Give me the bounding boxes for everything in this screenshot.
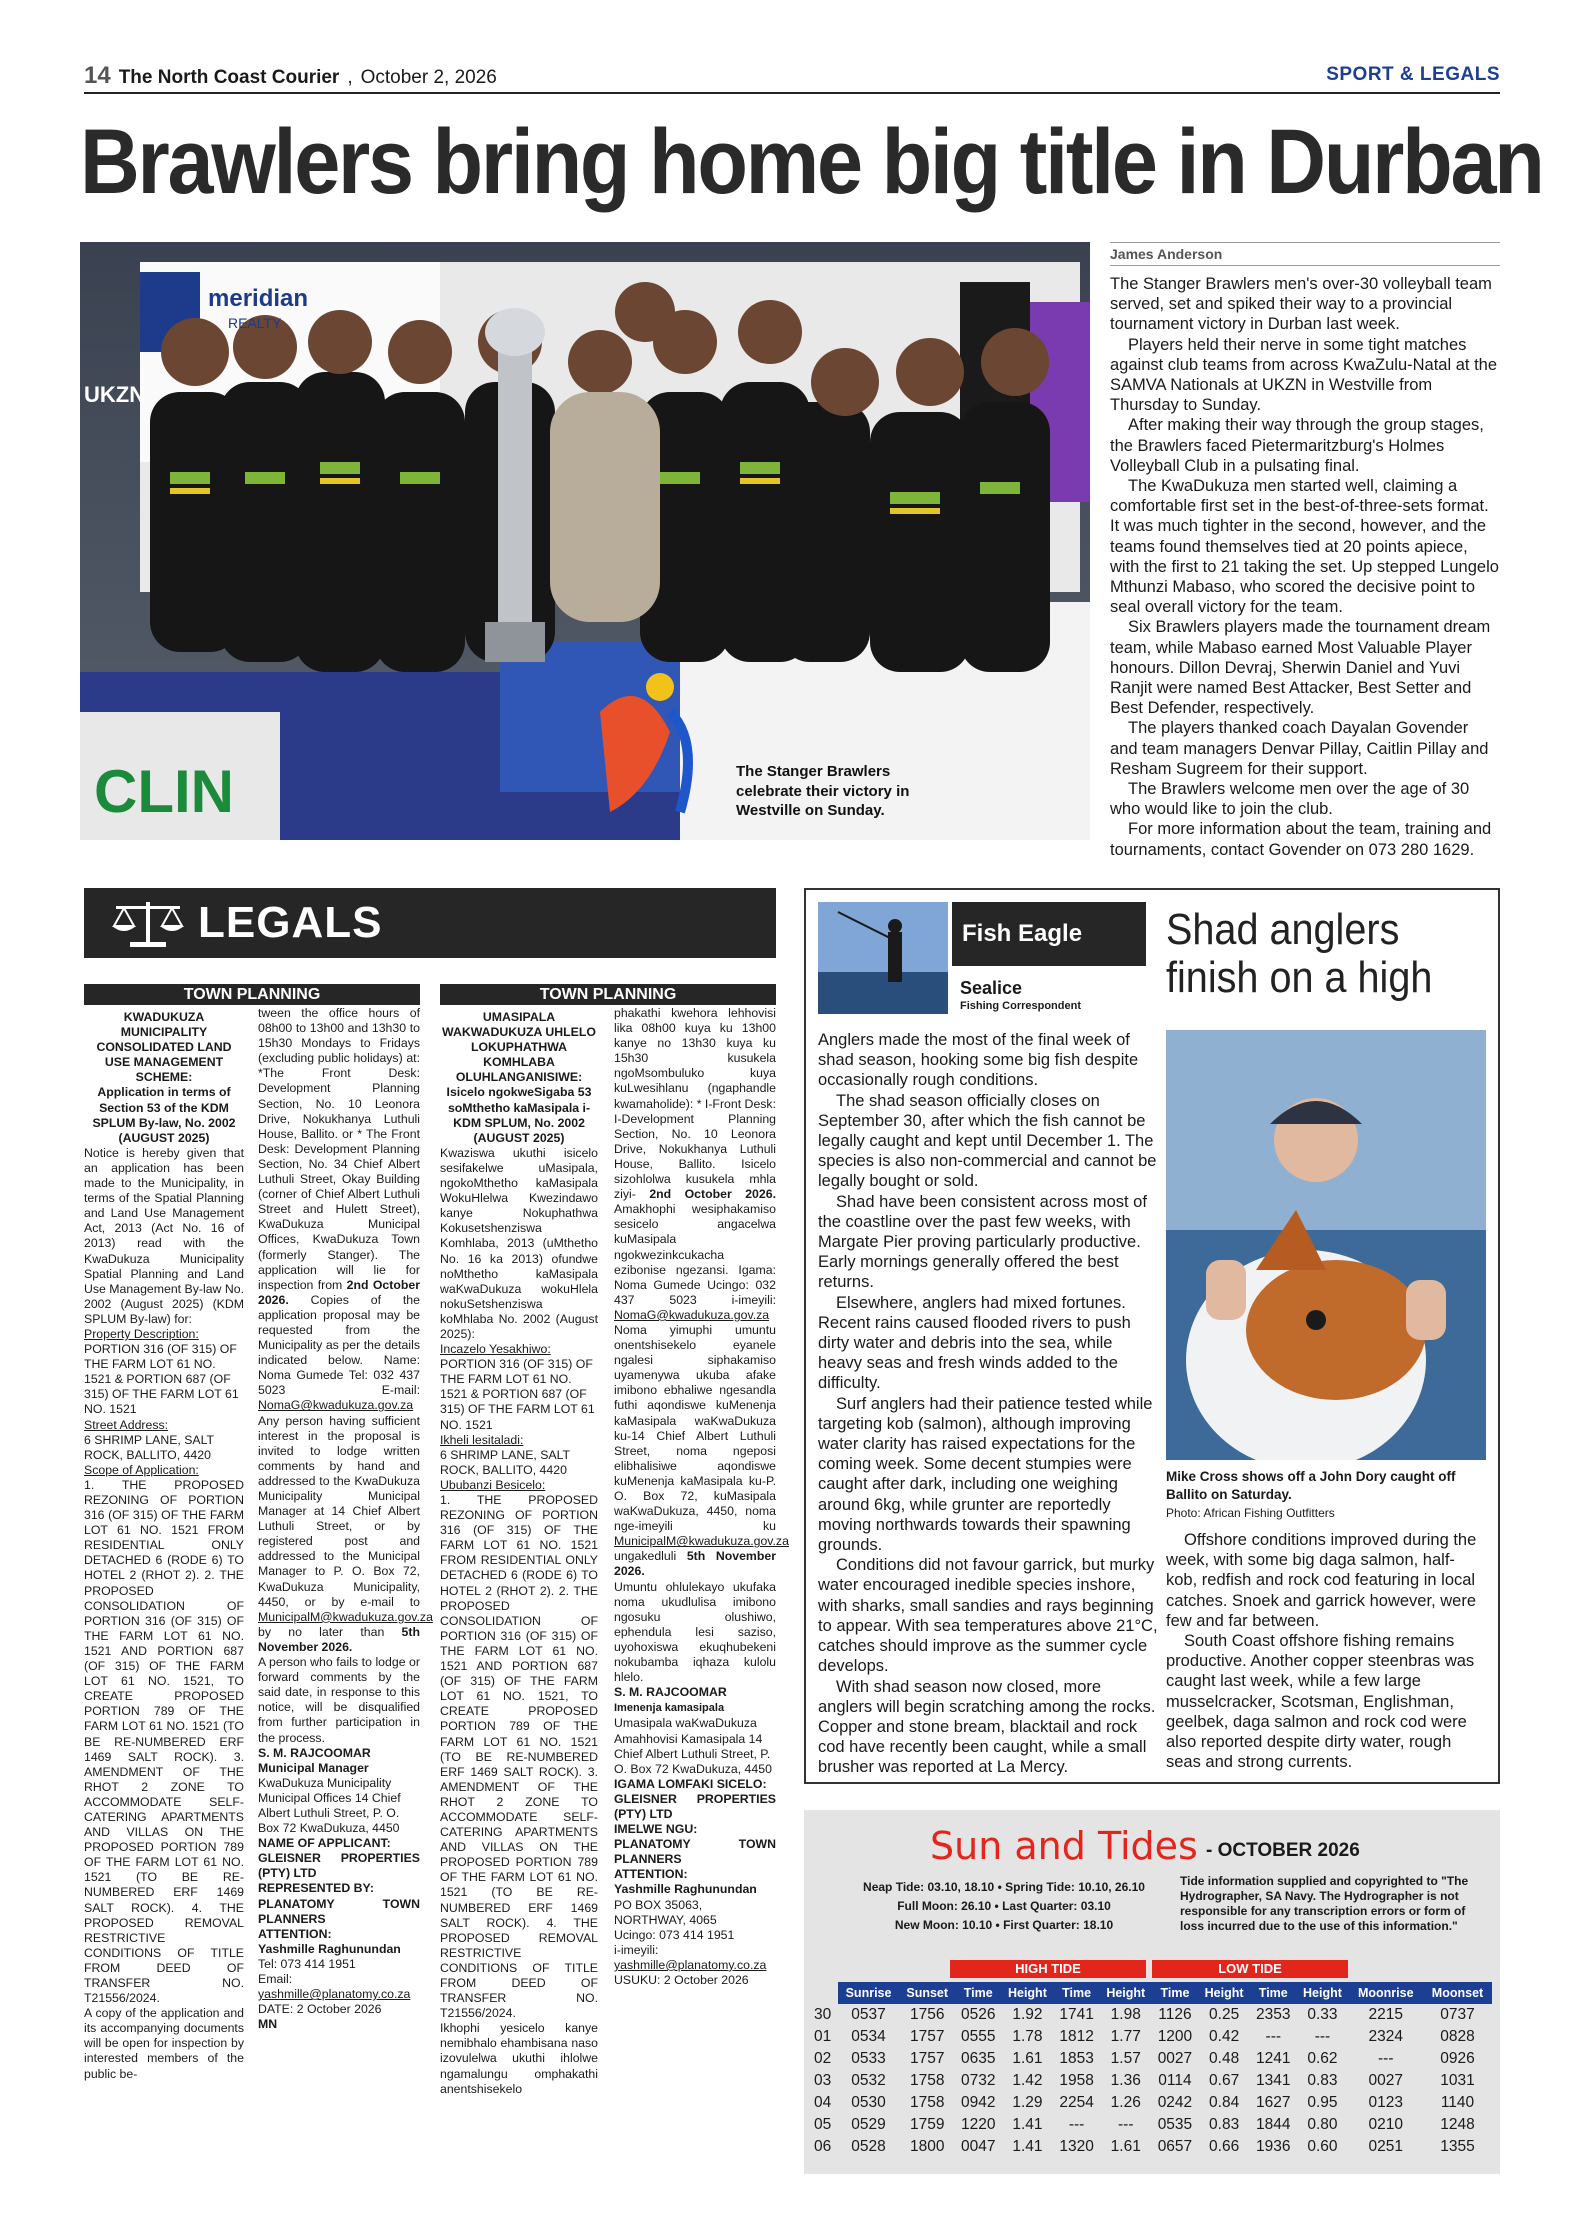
tides-cell: 0.83 xyxy=(1307,2072,1338,2089)
notice-body: Kwaziswa ukuthi isicelo sesifakelwe uMasipala, ngokoMthetho kaMasipala WokuHlelwa Kwezindawo kanye Nokuphathwa Kokusetshenziswa Komhlaba, 2013 (uMthetho No. 16 ka 2013) ofundwe noMthetho kaMasipala waKwaDukuza wokuHlela nokuSetshenziswa koMhlaba No. 2002 (August 2025): xyxy=(440,1145,598,1341)
town-planning-heading: TOWN PLANNING xyxy=(440,984,776,1005)
attention-name: Yashmille Raghunundan xyxy=(258,1941,401,1956)
tides-cell: 1320 xyxy=(1059,2138,1094,2155)
tides-cell: 1.78 xyxy=(1012,2028,1043,2045)
tides-cell: 1800 xyxy=(909,2138,945,2155)
tide-info-line: Full Moon: 26.10 • Last Quarter: 03.10 xyxy=(897,1899,1111,1913)
scope-text: 1. THE PROPOSED REZONING OF PORTION 316 (OF 315) OF THE FARM LOT 61 NO. 1521 FROM RESIDENTIAL ONLY DETACHED 6 (RODE 6) TO HOTEL 2 (RHOT 2). 2. THE PROPOSED CONSOLIDATION OF PORTION 316 (OF 315) OF THE FARM LOT 61 NO. 1521 AND PORTION 687 (OF 315) OF THE FARM LOT 61 NO. 1521, TO CREATE PROPOSED PORTION 789 OF THE FARM LOT 61 NO. 1521 (TO BE RE-NUMBERED ERF 1469 SALT ROCK). 3. AMENDMENT OF THE RHOT 2 ZONE TO ACCOMMODATE SELF-CATERING APARTMENTS AND VILLAS ON THE PROPOSED PORTION 789 OF THE FARM LOT 61 NO. 1521 (TO BE RE-NUMBERED ERF 1469 SALT ROCK). 4. THE PROPOSED REMOVAL RESTRICTIVE CONDITIONS OF TITLE FROM DEED OF TRANSFER NO. T21556/2024. xyxy=(84,1477,244,2006)
rep-label: REPRESENTED BY: xyxy=(258,1881,374,1896)
fish-photo-credit: Photo: African Fishing Outfitters xyxy=(1166,1506,1335,1520)
story-body xyxy=(1110,274,1500,860)
folio: 14 The North Coast Courier , October 2, 2026 xyxy=(84,62,497,89)
tides-row xyxy=(812,2092,1492,2114)
tides-cell: 1627 xyxy=(1256,2094,1291,2111)
fishing-paragraph: Elsewhere, anglers had mixed fortunes. Recent rains caused flooded rivers to push dirty water and debris into the sea, while heavy seas and fresh winds added to the difficulty. xyxy=(818,1293,1131,1393)
email-link[interactable]: MunicipalM@kwadukuza.gov.za xyxy=(614,1534,789,1549)
tides-column-header: Height xyxy=(1001,1982,1053,2004)
applicant-label: IGAMA LOMFAKI SICELO: xyxy=(614,1776,767,1791)
applicant: GLEISNER PROPERTIES (PTY) LTD xyxy=(614,1791,776,1821)
tides-column-header: Time xyxy=(1053,1982,1099,2004)
story-paragraph: The Stanger Brawlers men's over-30 volleyball team served, set and spiked their way to a provincial tournament victory in Durban last week. xyxy=(1110,275,1492,334)
tides-cell: 0533 xyxy=(851,2050,886,2067)
columnist-photo xyxy=(818,902,948,1014)
tides-cell: 1140 xyxy=(1440,2094,1475,2111)
tides-column-header: Height xyxy=(1198,1982,1250,2004)
fishing-paragraph: Offshore conditions improved during the week, with some big daga salmon, half-kob, redfish and rock cod featuring in local catches. Snoek and garrick however, were few and far between. xyxy=(1166,1531,1477,1630)
notice-text: Any person having sufficient interest in the proposal is invited to lodge written comments by hand and addressed to the KwaDukuza Municipality Municipal Manager at 14 Chief Albert Luthuli Street, or by registered post and addressed to the Municipal Manager to P. O. Box 72, KwaDukuza Municipality, 4450, or by e-mail to xyxy=(258,1413,420,1609)
tides-cell: 2353 xyxy=(1256,2006,1291,2023)
email-link[interactable]: NomaG@kwadukuza.gov.za xyxy=(614,1307,770,1322)
notice-text: Umuntu ohlulekayo ukufaka noma ukudlulisa imibono ngosuku olushiwo, ephendula lesi saziso, uyohoxiswa ekuqhubekeni nokubamba iqhaza kulolu hlelo. xyxy=(614,1579,776,1685)
tides-cell: 0114 xyxy=(1158,2072,1192,2089)
notice-date: DATE: 2 October 2026 xyxy=(258,2002,382,2017)
signatory-title: Municipal Manager xyxy=(258,1760,369,1775)
tides-cell: 0942 xyxy=(961,2094,996,2111)
tides-column-header: Time xyxy=(1250,1982,1296,2004)
tides-cell: 1812 xyxy=(1059,2028,1094,2045)
tides-cell: 0.84 xyxy=(1209,2094,1240,2111)
tides-cell: 1.61 xyxy=(1110,2138,1141,2155)
tides-cell: 0535 xyxy=(1157,2116,1193,2133)
tides-title: Sun and Tides xyxy=(930,1824,1198,1868)
tides-cell: 2324 xyxy=(1368,2028,1403,2045)
issue-date: October 2, 2026 xyxy=(360,67,497,88)
tides-cell: 0.83 xyxy=(1209,2116,1240,2133)
fishing-paragraph: With shad season now closed, more anglers will begin scratching among the rocks. Copper and stone bream, blacktail and rock cod have recently been caught, while a small brusher was reported at La Mercy. xyxy=(818,1677,1156,1777)
rep-label: IMELWE NGU: xyxy=(614,1822,698,1837)
tides-cell: 1220 xyxy=(961,2116,996,2133)
team-photo xyxy=(80,242,1090,840)
tides-cell: 0926 xyxy=(1440,2050,1475,2067)
john-dory-illustration xyxy=(1166,1030,1486,1460)
tides-column-header: Time xyxy=(955,1982,1001,2004)
section-tag: SPORT & LEGALS xyxy=(1326,64,1500,85)
tides-cell: 01 xyxy=(814,2028,832,2045)
tides-cell: 0047 xyxy=(961,2138,996,2155)
fish-photo-caption: Mike Cross shows off a John Dory caught off Ballito on Saturday. xyxy=(1166,1469,1456,1502)
column-title: Fish Eagle xyxy=(952,902,1146,966)
tides-cell: 2215 xyxy=(1368,2006,1403,2023)
attention-name: Yashmille Raghunundan xyxy=(614,1882,757,1897)
notice-text: Noma yimuphi umuntu onentshisekelo eyanele ngalesi siphakamiso uyamenywa ukuba afake imibono ebhaliwe ngesandla futhi aqondiswe kuMenenja kaMasipala waKwaDukuza ku-14 Chief Albert Luthuli Street, noma ngeposi elibhalisiwe aqondiswe kuMenenja kaMasipala ku-P. O. Box 72, kuMasipala waKwaDukuza, 4450, noma nge-imeyili ku xyxy=(614,1322,776,1534)
page-number: 14 xyxy=(84,62,111,89)
tides-cell: 1759 xyxy=(909,2116,945,2133)
tides-cell: 1031 xyxy=(1440,2072,1475,2089)
john-dory-photo xyxy=(1166,1030,1486,1460)
tides-cell: 0657 xyxy=(1157,2138,1193,2155)
tides-column-header: Moonrise xyxy=(1349,1982,1423,2004)
property-label: Property Description: xyxy=(84,1326,199,1341)
tides-cell: 1757 xyxy=(909,2050,945,2067)
tides-cell: 1936 xyxy=(1256,2138,1291,2155)
tides-cell: 0526 xyxy=(961,2006,996,2023)
tides-cell: 0027 xyxy=(1368,2072,1403,2089)
tides-cell: 0.25 xyxy=(1209,2006,1240,2023)
tides-cell: 0123 xyxy=(1368,2094,1403,2111)
notice-title: KWADUKUZA MUNICIPALITY CONSOLIDATED LAND USE MANAGEMENT SCHEME: xyxy=(96,1010,232,1085)
tides-cell: 1200 xyxy=(1157,2028,1193,2045)
fishing-paragraph: Conditions did not favour garrick, but murky water encouraged inedible species inshore, with sharks, small sandies and rays beginning to appear. With sea temperatures above 21°C, catches should improve as the summer cycle develops. xyxy=(818,1556,1158,1676)
fishing-body-2 xyxy=(1166,1530,1486,1772)
deadline-date: 5th November 2026. xyxy=(614,1549,776,1579)
town-planning-heading: TOWN PLANNING xyxy=(84,984,420,1005)
telephone: Ucingo: 073 414 1951 xyxy=(614,1927,735,1942)
tides-cell: 0.80 xyxy=(1307,2116,1338,2133)
notice-text: A person who fails to lodge or forward comments by the said date, in response to this notice, will be disqualified from further participation in the process. xyxy=(258,1655,420,1745)
representative: PLANATOMY TOWN PLANNERS xyxy=(258,1896,420,1926)
tide-info-line: New Moon: 10.10 • First Quarter: 18.10 xyxy=(894,1918,1114,1932)
tides-cell: 2254 xyxy=(1059,2094,1094,2111)
tides-cell: 0528 xyxy=(851,2138,886,2155)
tides-cell: 0534 xyxy=(851,2028,886,2045)
photo-caption: The Stanger Brawlers celebrate their victory in Westville on Sunday. xyxy=(736,763,910,819)
legal-col-head-zulu xyxy=(440,984,776,1005)
story-paragraph: The Brawlers welcome men over the age of 30 who would like to join the club. xyxy=(1110,780,1470,819)
address-label: Ikheli lesitaladi: xyxy=(440,1432,524,1447)
applicant: GLEISNER PROPERTIES (PTY) LTD xyxy=(258,1851,420,1881)
tides-cell: 0529 xyxy=(851,2116,886,2133)
fishing-paragraph: South Coast offshore fishing remains productive. Another copper steenbras was caught last week, while a few large musselcracker, Scotsman, Englishman, geelbek, daga salmon and rock cod were also reported despite dirty water, rough seas and strong currents. xyxy=(1166,1632,1475,1772)
representative: PLANATOMY TOWN PLANNERS xyxy=(614,1837,776,1867)
notice-text: tween the office hours of 08h00 to 13h00 and 13h30 to 15h30 Mondays to Fridays (excluding public holidays) at: *The Front Desk: Development Planning Section, No. 10 Leonora Drive, Nokukhanya Luthuli House, Ballito. or * The Front Desk: Development Planning Section, No. 34 Chief Albert Luthuli Street, Okay Building (corner of Chief Albert Luthuli Street and Hulett Street), KwaDukuza Municipal Offices, KwaDukuza Town (formerly Stanger). The application will lie for inspection from xyxy=(258,1006,420,1292)
sign-meridian: meridian xyxy=(208,285,309,312)
tides-cell: 03 xyxy=(814,2072,832,2089)
deadline-date: 5th November 2026. xyxy=(258,1624,420,1654)
notice-title: UMASIPALA WAKWADUKUZA UHLELO LOKUPHATHWA KOMHLABA OLUHLANGANISIWE: xyxy=(442,1010,596,1085)
fishing-paragraph: Anglers made the most of the final week of shad season, hooking some big fish despite occasionally rough conditions. xyxy=(818,1031,1139,1090)
property-description: PORTION 316 (OF 315) OF THE FARM LOT 61 NO. 1521 & PORTION 687 (OF 315) OF THE FARM LOT 61 NO. 1521 xyxy=(84,1342,239,1417)
postal-address: PO BOX 35063, NORTHWAY, 4065 xyxy=(614,1897,717,1927)
tide-info-line: Neap Tide: 03.10, 18.10 • Spring Tide: 10.10, 26.10 xyxy=(863,1880,1145,1894)
tides-cell: 06 xyxy=(814,2138,832,2155)
tides-cell: 1758 xyxy=(909,2094,945,2111)
fishing-body xyxy=(818,1030,1158,1778)
tides-cell: 0737 xyxy=(1440,2006,1475,2023)
story-paragraph: The players thanked coach Dayalan Govender and team managers Denvar Pillay, Caitlin Pillay and Resham Sugreem for their support. xyxy=(1110,719,1489,778)
tides-cell: 1126 xyxy=(1158,2006,1192,2023)
tides-column-header: Time xyxy=(1152,1982,1198,2004)
fishing-paragraph: Shad have been consistent across most of the coastline over the past few weeks, with Margate Pier proving particularly productive. Early mornings generally offered the best returns. xyxy=(818,1192,1147,1292)
telephone: Tel: 073 414 1951 xyxy=(258,1956,356,1971)
tides-cell: 1.29 xyxy=(1012,2094,1043,2111)
scope-text: 1. THE PROPOSED REZONING OF PORTION 316 (OF 315) OF THE FARM LOT 61 NO. 1521 FROM RESIDENTIAL ONLY DETACHED 6 (RODE 6) TO HOTEL 2 (RHOT 2). 2. THE PROPOSED CONSOLIDATION OF PORTION 316 (OF 315) OF THE FARM LOT 61 NO. 1521 AND PORTION 687 (OF 315) OF THE FARM LOT 61 NO. 1521, TO CREATE PROPOSED PORTION 789 OF THE FARM LOT 61 NO. 1521 (TO BE RE-NUMBERED ERF 1469 SALT ROCK). 3. AMENDMENT OF THE RHOT 2 ZONE TO ACCOMMODATE SELF-CATERING APARTMENTS AND VILLAS ON THE PROPOSED PORTION 789 OF THE FARM LOT 61 NO. 1521 (TO BE RE-NUMBERED ERF 1469 SALT ROCK). 4. THE PROPOSED REMOVAL RESTRICTIVE CONDITIONS OF TITLE FROM DEED OF TRANSFER NO. T21556/2024. xyxy=(440,1493,598,2021)
story-paragraph: Six Brawlers players made the tournament dream team, while Mabaso earned Most Valuable Player honours. Dillon Devraj, Sherwin Daniel and Yuvi Ranjit were named Best Attacker, Best Setter and Best Defender, respectively. xyxy=(1110,618,1491,718)
tides-cell: --- xyxy=(1265,2028,1282,2045)
signatory-address: Umasipala waKwaDukuza Amahhovisi Kamasipala 14 Chief Albert Luthuli Street, P. O. Box 72 KwaDukuza, 4450 xyxy=(614,1716,772,1776)
top-rule xyxy=(84,92,1500,94)
tides-cell: 0242 xyxy=(1157,2094,1193,2111)
team-photo-illustration xyxy=(80,242,1090,840)
tides-body xyxy=(812,2004,1492,2158)
author-role: Fishing Correspondent xyxy=(960,1000,1081,1012)
tides-cell: 05 xyxy=(814,2116,832,2133)
fishing-paragraph: Surf anglers had their patience tested while targeting kob (salmon), although improving water clarity has raised expectations for the coming week. Some decent stumpies were caught after dark, including one weighing around 6kg, while grunter are reportedly moving northwards towards their spawning grounds. xyxy=(818,1394,1153,1555)
tides-cell: 1241 xyxy=(1256,2050,1291,2067)
notice-date: USUKU: 2 October 2026 xyxy=(614,1973,749,1987)
tides-cell: 1341 xyxy=(1256,2072,1291,2089)
mn-code: MN xyxy=(258,2017,278,2032)
sign-clin: CLIN xyxy=(94,758,234,825)
tides-row xyxy=(812,2114,1492,2136)
tides-cell: 0.33 xyxy=(1307,2006,1338,2023)
scope-label: Scope of Application: xyxy=(84,1462,199,1477)
tides-cell: 0537 xyxy=(851,2006,886,2023)
story-paragraph: After making their way through the group stages, the Brawlers faced Pietermaritzburg's Holmes Volleyball Club in a pulsating final. xyxy=(1110,416,1484,475)
street-address: 6 SHRIMP LANE, SALT ROCK, BALLITO, 4420 xyxy=(440,1447,570,1477)
tides-cell: 0.42 xyxy=(1209,2028,1240,2045)
tides-header-row xyxy=(812,1982,1492,2004)
high-tide-band: HIGH TIDE xyxy=(950,1960,1146,1978)
inspection-date: 2nd October 2026. xyxy=(258,1277,420,1307)
tides-cell: 0532 xyxy=(851,2072,886,2089)
fishing-headline: Shad anglers finish on a high xyxy=(1166,905,1433,1002)
tides-info xyxy=(844,1878,1164,1935)
tides-cell: 0555 xyxy=(961,2028,996,2045)
tides-cell: 1248 xyxy=(1440,2116,1475,2133)
tides-cell: --- xyxy=(1378,2050,1394,2067)
tides-cell: 1.61 xyxy=(1012,2050,1043,2067)
tides-cell: 1741 xyxy=(1059,2006,1094,2023)
notice-body: Notice is hereby given that an application has been made to the Municipality, in terms of the Spatial Planning and Land Use Management Act, 2013 (Act No. 16 of 2013) read with the KwaDukuza Municipality Spatial Planning and Land Use Management By-law No. 2002 (August 2025) (KDM SPLUM By-law) for: xyxy=(84,1145,244,1326)
tides-column-header: Height xyxy=(1296,1982,1348,2004)
tides-cell: 1.98 xyxy=(1110,2006,1141,2023)
tides-copyright-note: Tide information supplied and copyrighted to "The Hydrographer, SA Navy. The Hydrographer is not responsible for any transcription errors or form of loss incurred due to the use of this information." xyxy=(1180,1874,1469,1933)
story-paragraph: Players held their nerve in some tight matches against club teams from across KwaZulu-Natal at the SAMVA Nationals at UKZN in Westville from Thursday to Sunday. xyxy=(1110,335,1498,415)
tides-cell: 1758 xyxy=(909,2072,945,2089)
legal-column-1 xyxy=(84,1010,244,2082)
property-label: Incazelo Yesakhiwo: xyxy=(440,1342,551,1357)
email-link[interactable]: MunicipalM@kwadukuza.gov.za xyxy=(258,1609,433,1624)
notice-text: ungakedluli xyxy=(614,1549,677,1564)
tides-table xyxy=(812,1982,1492,2158)
tides-cell: 1844 xyxy=(1256,2116,1291,2133)
legal-column-3 xyxy=(440,1010,598,2097)
tides-column-header: Sunrise xyxy=(838,1982,899,2004)
tides-column-header: Moonset xyxy=(1423,1982,1492,2004)
tides-cell: 1.92 xyxy=(1012,2006,1043,2023)
tides-cell: 0251 xyxy=(1368,2138,1403,2155)
tides-cell: 1.57 xyxy=(1110,2050,1141,2067)
email-label: i-imeyili: xyxy=(614,1942,659,1957)
tides-cell: 1757 xyxy=(909,2028,945,2045)
notice-tail: A copy of the application and its accompanying documents will be open for inspection by interested members of the public be- xyxy=(84,2006,244,2081)
sign-realty: REALTY xyxy=(228,315,282,331)
tides-cell: 0.60 xyxy=(1307,2138,1338,2155)
fishing-paragraph: The shad season officially closes on September 30, after which the fish cannot be legally caught and kept until December 1. The species is also non-commercial and cannot be legally bought or sold. xyxy=(818,1091,1157,1191)
scope-label: Ububanzi Besicelo: xyxy=(440,1477,546,1492)
notice-text: Amakhophi wesiphakamiso sesicelo angacelwa kuMasipala ngokwezinkcukacha ezibonise ngezansi. Igama: Noma Gumede Ucingo: 032 437 5023 i-imeyili: xyxy=(614,1202,776,1307)
address-label: Street Address: xyxy=(84,1417,169,1432)
legals-banner xyxy=(84,888,776,958)
tides-cell: --- xyxy=(1118,2116,1134,2133)
signatory: S. M. RAJCOOMAR xyxy=(258,1745,371,1760)
signatory-title: Imenenja kamasipala xyxy=(614,1702,725,1715)
attention-label: ATTENTION: xyxy=(614,1867,688,1882)
email-link[interactable]: NomaG@kwadukuza.gov.za xyxy=(258,1398,414,1413)
email-link[interactable]: yashmille@planatomy.co.za xyxy=(614,1957,767,1972)
email-link[interactable]: yashmille@planatomy.co.za xyxy=(258,1987,411,2002)
tides-column-header xyxy=(812,1982,838,2004)
tides-cell: 0.95 xyxy=(1307,2094,1338,2111)
tides-column-header: Height xyxy=(1100,1982,1152,2004)
street-address: 6 SHRIMP LANE, SALT ROCK, BALLITO, 4420 xyxy=(84,1432,214,1462)
tides-row xyxy=(812,2070,1492,2092)
email-label: Email: xyxy=(258,1972,293,1986)
tides-cell: --- xyxy=(1068,2116,1085,2133)
tides-cell: 0027 xyxy=(1157,2050,1193,2067)
notice-tail: Ikhophi yesicelo kanye nemibhalo ehambisana naso izovulelwa ukuthi ihlolwe ngamalungu omphakathi anentshisekelo xyxy=(440,2021,598,2096)
legals-title: LEGALS xyxy=(198,898,383,947)
low-tide-band: LOW TIDE xyxy=(1152,1960,1348,1978)
notice-subtitle: Isicelo ngokweSigaba 53 soMthetho kaMasipala i-KDM SPLUM, No. 2002 (AUGUST 2025) xyxy=(446,1085,592,1145)
applicant-label: NAME OF APPLICANT: xyxy=(258,1836,391,1851)
tides-row xyxy=(812,2026,1492,2048)
byline: James Anderson xyxy=(1110,242,1500,266)
attention-label: ATTENTION: xyxy=(258,1926,332,1941)
tides-cell: 1853 xyxy=(1059,2050,1094,2067)
tides-cell: 1355 xyxy=(1440,2138,1475,2155)
tides-row xyxy=(812,2136,1492,2158)
tides-cell: 1.41 xyxy=(1012,2138,1043,2155)
paper-name: The North Coast Courier xyxy=(118,67,340,88)
legal-column-4 xyxy=(614,1006,789,1988)
tides-cell: 02 xyxy=(814,2050,832,2067)
tides-cell: 1756 xyxy=(909,2006,945,2023)
author-name: Sealice xyxy=(960,978,1023,998)
tides-cell: 0635 xyxy=(961,2050,996,2067)
tides-column-header: Sunset xyxy=(899,1982,955,2004)
story-paragraph: For more information about the team, training and tournaments, contact Govender on 073 280 1629. xyxy=(1110,820,1492,859)
tides-cell: 0.62 xyxy=(1307,2050,1338,2067)
tides-row xyxy=(812,2004,1492,2026)
notice-text: by no later than xyxy=(258,1624,385,1639)
notice-text: Copies of the application proposal may be requested from the Municipality as per the details indicated below. Name: Noma Gumede Tel: 032 437 5023 E-mail: xyxy=(258,1292,420,1398)
tides-cell: 0.66 xyxy=(1209,2138,1240,2155)
tides-cell: 1.77 xyxy=(1110,2028,1141,2045)
tides-cell: 30 xyxy=(814,2006,832,2023)
tides-cell: 0828 xyxy=(1440,2028,1475,2045)
sign-ukzn: UKZN xyxy=(84,382,146,407)
tides-row xyxy=(812,2048,1492,2070)
tides-cell: 04 xyxy=(814,2094,832,2111)
tides-cell: 0.48 xyxy=(1209,2050,1240,2067)
tides-cell: 1.26 xyxy=(1110,2094,1141,2111)
signatory: S. M. RAJCOOMAR xyxy=(614,1685,727,1700)
signatory-address: KwaDukuza Municipality Municipal Offices 14 Chief Albert Luthuli Street, P. O. Box 72 KwaDukuza, 4450 xyxy=(258,1775,401,1836)
tides-cell: 1.36 xyxy=(1110,2072,1141,2089)
tides-cell: 1.42 xyxy=(1012,2072,1043,2089)
legal-column-2 xyxy=(258,1006,433,2032)
story-paragraph: The KwaDukuza men started well, claiming a comfortable first set in the best-of-three-sets format. It was much tighter in the second, however, and the teams found themselves tied at 20 points apiece, with the first to 21 taking the set. Up stepped Lungelo Mthunzi Mabaso, who scored the decisive point to seal overall victory for the team. xyxy=(1110,477,1499,617)
headline: Brawlers bring home big title in Durban xyxy=(80,111,1543,213)
inspection-date: 2nd October 2026. xyxy=(649,1187,776,1202)
property-description: PORTION 316 (OF 315) OF THE FARM LOT 61 NO. 1521 & PORTION 687 (OF 315) OF THE FARM LOT 61 NO. 1521 xyxy=(440,1357,595,1432)
scales-icon xyxy=(110,896,186,950)
tides-month: - OCTOBER 2026 xyxy=(1206,1840,1360,1861)
tides-cell: 0210 xyxy=(1368,2116,1403,2133)
tides-cell: 1.41 xyxy=(1012,2116,1043,2133)
tides-cell: 0.67 xyxy=(1209,2072,1240,2089)
notice-text: phakathi kwehora lehhovisi lika 08h00 kuya ku 13h00 kanye no 13h30 kuya ku 15h30 kusukela ngoMsombuluko kuya kuLwesihlanu (ngaphandle kwamaholide): * I-Front Desk: I-Development Planning Section, No. 10 Leonora Drive, Nokukhanya Luthuli House, Ballito. Isicelo sizohlolwa kusukela mhla ziyi- xyxy=(614,1006,776,1202)
notice-subtitle: Application in terms of Section 53 of the KDM SPLUM By-law, No. 2002 (AUGUST 2025) xyxy=(92,1085,236,1145)
tides-cell: 0732 xyxy=(961,2072,996,2089)
angler-silhouette xyxy=(818,902,948,1014)
tides-cell: 1958 xyxy=(1059,2072,1094,2089)
legal-col-head-english xyxy=(84,984,420,1005)
tides-cell: 0530 xyxy=(851,2094,886,2111)
tides-cell: --- xyxy=(1314,2028,1331,2045)
